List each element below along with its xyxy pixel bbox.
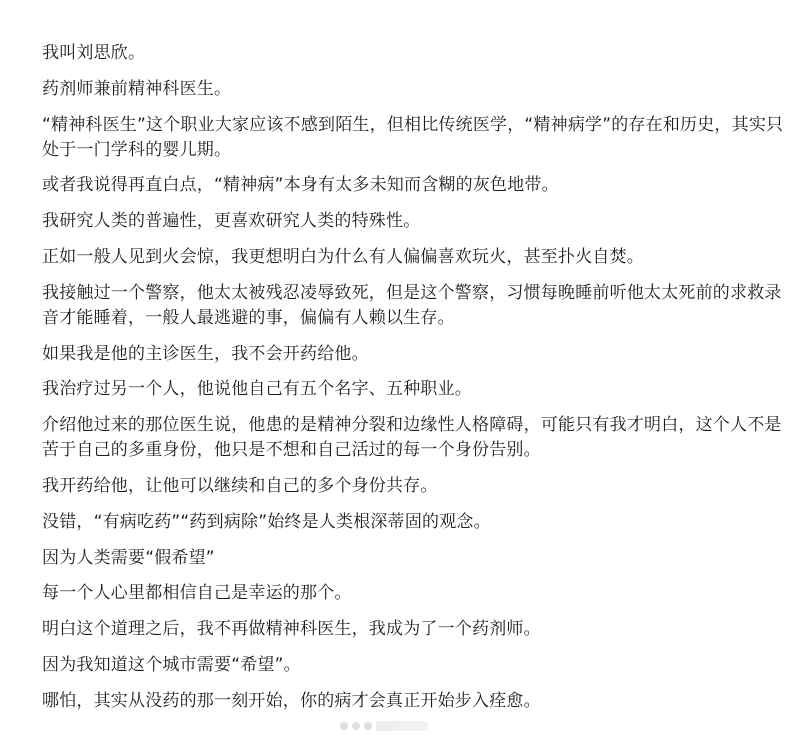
watermark-bar: [376, 721, 428, 731]
paragraph: 我接触过一个警察，他太太被残忍凌辱致死，但是这个警察，习惯每晚睡前听他太太死前的求救录音才能睡着，一般人最逃避的事，偏偏有人赖以生存。: [42, 282, 782, 328]
paragraph: 我叫刘思欣。: [42, 43, 146, 63]
paragraph: 每一个人心里都相信自己是幸运的那个。: [42, 583, 352, 604]
paragraph: 我开药给他，让他可以继续和自己的多个身份共存。: [42, 475, 438, 496]
paragraph: “精神科医生”这个职业大家应该不感到陌生，但相比传统医学，“精神病学”的存在和历史，其实只处于一门学科的婴儿期。: [42, 114, 784, 160]
watermark: [340, 711, 468, 741]
watermark-dot-icon: [340, 722, 348, 730]
paragraph: 没错，“有病吃药”“药到病除”始终是人类根深蒂固的观念。: [42, 511, 491, 532]
paragraph: 正如一般人见到火会惊，我更想明白为什么有人偏偏喜欢玩火，甚至扑火自焚。: [42, 246, 644, 267]
watermark-dot-icon: [364, 722, 372, 730]
paragraph: 我治疗过另一个人，他说他自己有五个名字、五种职业。: [42, 379, 472, 400]
paragraph: 我研究人类的普遍性，更喜欢研究人类的特殊性。: [42, 211, 421, 232]
document-body: [42, 41, 792, 725]
paragraph: 因为我知道这个城市需要“希望”。: [42, 654, 301, 675]
paragraph: 因为人类需要“假希望”: [42, 547, 215, 568]
paragraph: 药剂师兼前精神科医生。: [42, 78, 232, 99]
paragraph: 或者我说得再直白点，“精神病”本身有太多未知而含糊的灰色地带。: [42, 175, 559, 196]
paragraph: 介绍他过来的那位医生说，他患的是精神分裂和边缘性人格障碍，可能只有我才明白，这个人不是苦于自己的多重身份，他只是不想和自己活过的每一个身份告别。: [42, 415, 782, 461]
paragraph: 哪怕，其实从没药的那一刻开始，你的病才会真正开始步入痊愈。: [42, 690, 541, 711]
watermark-dot-icon: [352, 722, 360, 730]
paragraph: 明白这个道理之后，我不再做精神科医生，我成为了一个药剂师。: [42, 619, 541, 640]
paragraph: 如果我是他的主诊医生，我不会开药给他。: [42, 343, 369, 364]
